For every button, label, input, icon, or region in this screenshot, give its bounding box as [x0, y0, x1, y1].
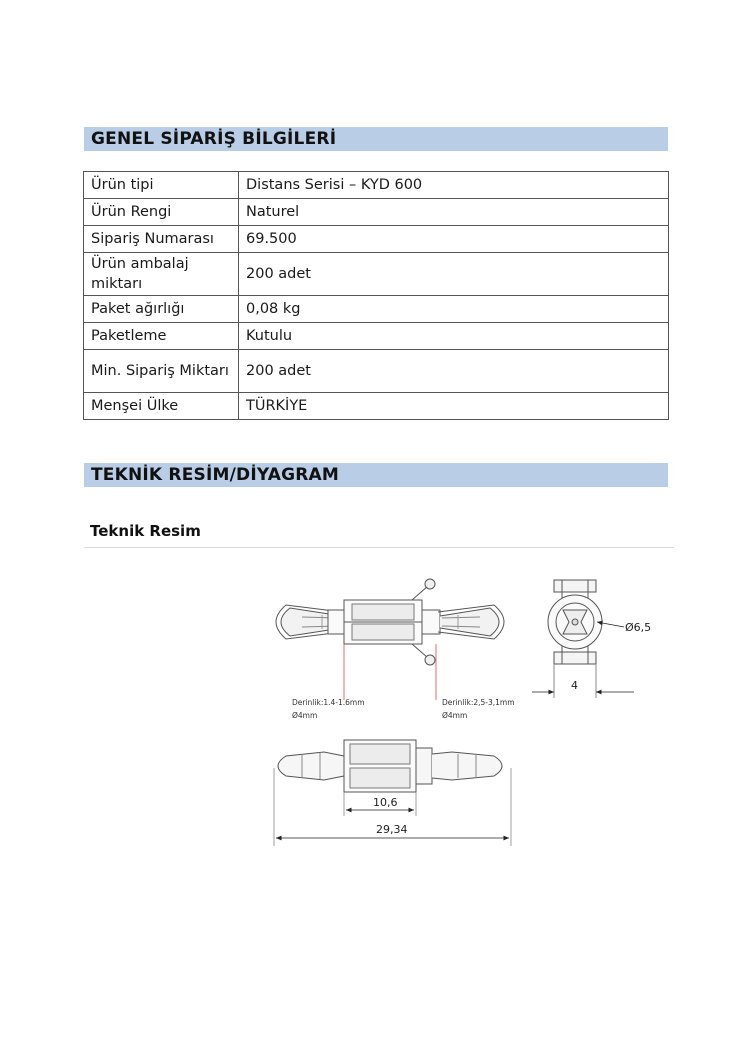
- row-value: 69.500: [239, 226, 669, 253]
- row-value: Distans Serisi – KYD 600: [239, 172, 669, 199]
- depth-note-right: Derinlik:2,5-3,1mm: [442, 698, 515, 707]
- top-view: [276, 579, 504, 665]
- dim-width: 4: [571, 679, 578, 692]
- row-label: Menşei Ülke: [84, 393, 239, 420]
- row-label: Min. Sipariş Miktarı: [84, 350, 239, 393]
- row-label: Ürün ambalaj miktarı: [84, 253, 239, 296]
- order-info-table: [83, 171, 669, 420]
- row-label: Sipariş Numarası: [84, 226, 239, 253]
- divider: [84, 547, 674, 548]
- section-title-technical-drawing: TEKNİK RESİM/DİYAGRAM: [84, 463, 668, 487]
- section-title-order-info: GENEL SİPARİŞ BİLGİLERİ: [84, 127, 668, 151]
- table-row: [84, 253, 669, 296]
- row-value: Kutulu: [239, 323, 669, 350]
- row-label: Paketleme: [84, 323, 239, 350]
- row-value: Naturel: [239, 199, 669, 226]
- table-row: [84, 199, 669, 226]
- row-value: 0,08 kg: [239, 296, 669, 323]
- row-value: 200 adet: [239, 253, 669, 296]
- front-view: [278, 740, 502, 792]
- table-row: [84, 172, 669, 199]
- table-row: [84, 393, 669, 420]
- diameter-note-right: Ø4mm: [442, 711, 468, 720]
- technical-drawing-subtitle: Teknik Resim: [90, 522, 201, 540]
- depth-note-left: Derinlik:1.4-1.6mm: [292, 698, 365, 707]
- row-value: 200 adet: [239, 350, 669, 393]
- table-row: [84, 296, 669, 323]
- row-label: Paket ağırlığı: [84, 296, 239, 323]
- table-row: [84, 323, 669, 350]
- row-label: Ürün tipi: [84, 172, 239, 199]
- table-row: [84, 350, 669, 393]
- row-value: TÜRKİYE: [239, 393, 669, 420]
- diameter-note-left: Ø4mm: [292, 711, 318, 720]
- technical-drawing: [262, 572, 652, 852]
- dim-total-length: 29,34: [376, 823, 408, 836]
- table-row: [84, 226, 669, 253]
- dim-diameter: Ø6,5: [625, 621, 652, 634]
- row-label: Ürün Rengi: [84, 199, 239, 226]
- dim-body-length: 10,6: [373, 796, 398, 809]
